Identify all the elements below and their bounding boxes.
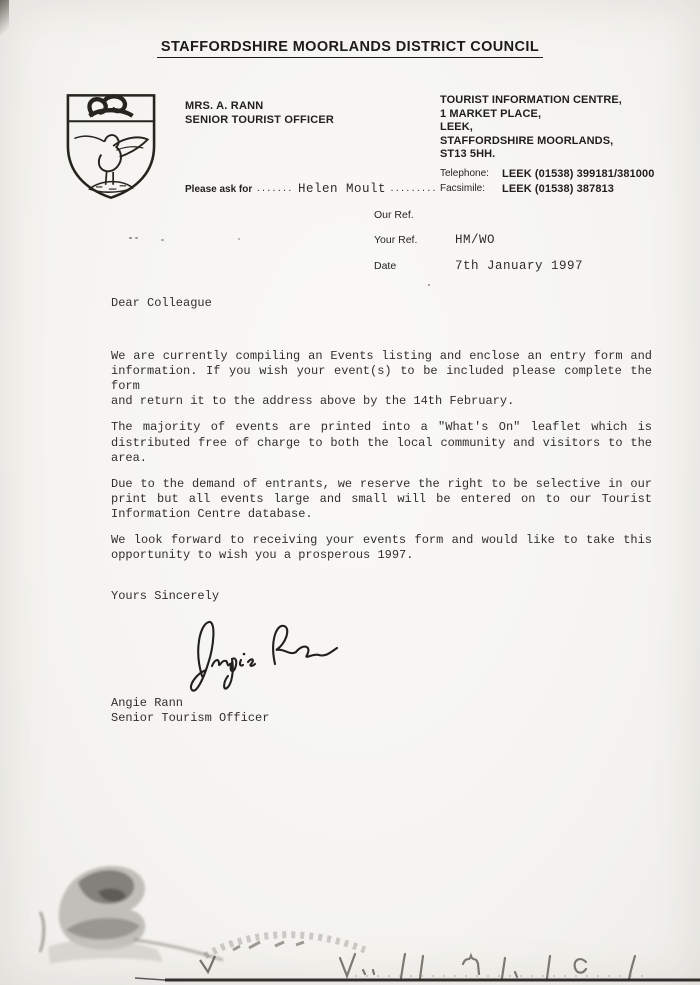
office-address-block [440, 94, 622, 162]
date-label: Date [374, 260, 397, 272]
body-line: print but all events large and small will be entered on to our Tourist [111, 491, 652, 506]
body-line: We look forward to receiving your events form and would like to take this [111, 533, 652, 548]
body-line: information. If you wish your event(s) to be included please complete the form [111, 364, 652, 394]
address-line: STAFFORDSHIRE MOORLANDS, [440, 134, 614, 147]
telephone-label: Telephone: [440, 168, 489, 179]
body-line: The majority of events are printed into a "What's On" leaflet which is [111, 420, 652, 435]
paragraph-1 [111, 349, 652, 409]
letter-header [0, 38, 700, 58]
body-line: We are currently compiling an Events listing and enclose an entry form and [111, 349, 652, 364]
signoff-name: Angie Rann [111, 696, 184, 710]
ask-for-value: Helen Moult [297, 182, 386, 196]
scan-artifact-bleedthrough [105, 916, 700, 985]
letter-body [111, 296, 652, 604]
facsimile-row [440, 182, 654, 197]
your-ref-label: Your Ref. [374, 234, 418, 246]
date-row [374, 259, 583, 273]
body-line: and return it to the address above by the 14th February. [111, 394, 515, 409]
signoff-role: Senior Tourism Officer [111, 711, 270, 726]
council-crest-icon [57, 90, 165, 202]
our-ref-row [374, 209, 583, 221]
sender-name: MRS. A. RANN [185, 100, 264, 112]
body-line: opportunity to wish you a prosperous 1997. [111, 548, 414, 563]
scan-speck [129, 237, 132, 239]
sender-role: SENIOR TOURIST OFFICER [185, 114, 335, 126]
stafford-knot-icon [89, 96, 132, 115]
your-ref-row [374, 233, 583, 247]
facsimile-value: LEEK (01538) 387813 [502, 182, 614, 195]
closing: Yours Sincerely [111, 589, 220, 604]
scan-speck [428, 284, 430, 286]
please-ask-for-line [185, 179, 438, 197]
leader-dots: ......... [390, 182, 438, 194]
address-line: 1 MARKET PLACE, [440, 107, 542, 120]
telephone-value: LEEK (01538) 399181/381000 [502, 168, 655, 180]
body-line: distributed free of charge to both the local community and visitors to the [111, 435, 652, 450]
council-title: STAFFORDSHIRE MOORLANDS DISTRICT COUNCIL [157, 39, 543, 58]
paragraph-2 [111, 420, 652, 465]
our-ref-label: Our Ref. [374, 209, 414, 221]
address-line: ST13 5HH. [440, 148, 496, 161]
paragraph-3 [111, 477, 652, 522]
ask-for-label: Please ask for [185, 184, 253, 195]
body-line: Information Centre database. [111, 506, 313, 521]
body-line: area. [111, 450, 148, 465]
address-line: LEEK, [440, 121, 473, 134]
reference-block [374, 209, 583, 285]
phone-block [440, 167, 654, 196]
sender-block [185, 99, 334, 127]
address-line: TOURIST INFORMATION CENTRE, [440, 94, 622, 106]
body-line: Due to the demand of entrants, we reserve the right to be selective in our [111, 476, 652, 491]
leader-dots: ....... [256, 182, 294, 194]
scan-corner-artifact [0, 0, 9, 36]
telephone-row [440, 167, 654, 182]
paragraph-4 [111, 533, 652, 563]
salutation: Dear Colleague [111, 296, 212, 310]
your-ref-value: HM/WO [455, 233, 496, 247]
date-value: 7th January 1997 [455, 259, 584, 273]
facsimile-label: Facsimile: [440, 182, 486, 194]
signoff-block [111, 696, 269, 726]
signature-handwriting [172, 612, 347, 702]
